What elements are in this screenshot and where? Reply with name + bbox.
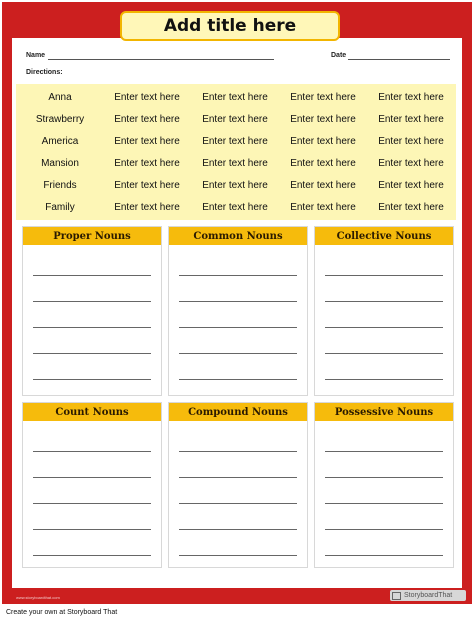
text-cell[interactable]: Enter text here [114,114,180,125]
text-cell[interactable]: Enter text here [202,92,268,103]
writing-line[interactable] [33,477,151,478]
text-cell[interactable]: Enter text here [378,202,444,213]
writing-line[interactable] [325,555,443,556]
word-cell: America [41,136,79,147]
text-cell[interactable]: Enter text here [202,136,268,147]
date-label: Date [331,52,347,59]
storyboard-logo-icon [392,592,401,600]
writing-line[interactable] [325,275,443,276]
worksheet-frame [2,2,472,604]
writing-line[interactable] [179,353,297,354]
writing-line[interactable] [33,503,151,504]
text-cell[interactable]: Enter text here [202,180,268,191]
writing-line[interactable] [33,379,151,380]
name-line[interactable] [48,59,274,60]
text-cell[interactable]: Enter text here [114,202,180,213]
writing-line[interactable] [179,503,297,504]
word-table [16,84,456,220]
text-cell[interactable]: Enter text here [114,136,180,147]
date-line[interactable] [348,59,450,60]
category-panel [22,226,162,396]
writing-line[interactable] [33,529,151,530]
writing-line[interactable] [325,529,443,530]
category-header: Compound Nouns [169,403,307,421]
text-cell[interactable]: Enter text here [378,180,444,191]
text-cell[interactable]: Enter text here [378,158,444,169]
writing-line[interactable] [179,327,297,328]
worksheet-title[interactable]: Add title here [120,11,340,41]
writing-line[interactable] [179,301,297,302]
category-header: Possessive Nouns [315,403,453,421]
category-header: Proper Nouns [23,227,161,245]
text-cell[interactable]: Enter text here [290,202,356,213]
text-cell[interactable]: Enter text here [202,202,268,213]
word-cell: Anna [48,92,72,103]
text-cell[interactable]: Enter text here [378,136,444,147]
brand-name: StoryboardThat [404,592,453,599]
writing-line[interactable] [325,379,443,380]
text-cell[interactable]: Enter text here [202,114,268,125]
writing-line[interactable] [33,275,151,276]
writing-line[interactable] [33,353,151,354]
writing-line[interactable] [33,301,151,302]
category-panel [168,226,308,396]
writing-line[interactable] [33,555,151,556]
word-cell: Friends [43,180,77,191]
writing-line[interactable] [179,451,297,452]
text-cell[interactable]: Enter text here [290,136,356,147]
text-cell[interactable]: Enter text here [378,92,444,103]
word-cell: Family [45,202,75,213]
text-cell[interactable]: Enter text here [114,180,180,191]
brand-badge[interactable] [390,590,466,601]
writing-line[interactable] [179,529,297,530]
writing-line[interactable] [325,353,443,354]
writing-line[interactable] [325,503,443,504]
text-cell[interactable]: Enter text here [378,114,444,125]
category-panel [314,226,454,396]
writing-line[interactable] [33,451,151,452]
writing-line[interactable] [325,451,443,452]
category-header: Collective Nouns [315,227,453,245]
text-cell[interactable]: Enter text here [114,158,180,169]
text-cell[interactable]: Enter text here [290,180,356,191]
writing-line[interactable] [33,327,151,328]
text-cell[interactable]: Enter text here [114,92,180,103]
writing-line[interactable] [325,327,443,328]
name-label: Name [26,52,46,59]
category-header: Common Nouns [169,227,307,245]
text-cell[interactable]: Enter text here [290,158,356,169]
caption: Create your own at Storyboard That [6,609,118,616]
category-header: Count Nouns [23,403,161,421]
category-panel [168,402,308,568]
writing-line[interactable] [179,555,297,556]
word-cell: Mansion [41,158,79,169]
writing-line[interactable] [325,477,443,478]
footer-url: www.storyboardthat.com [16,595,60,600]
directions-label: Directions: [26,69,63,76]
text-cell[interactable]: Enter text here [290,92,356,103]
writing-line[interactable] [179,275,297,276]
category-panel [22,402,162,568]
text-cell[interactable]: Enter text here [290,114,356,125]
category-panel [314,402,454,568]
writing-line[interactable] [179,477,297,478]
writing-line[interactable] [179,379,297,380]
writing-line[interactable] [325,301,443,302]
word-cell: Strawberry [35,114,85,125]
text-cell[interactable]: Enter text here [202,158,268,169]
